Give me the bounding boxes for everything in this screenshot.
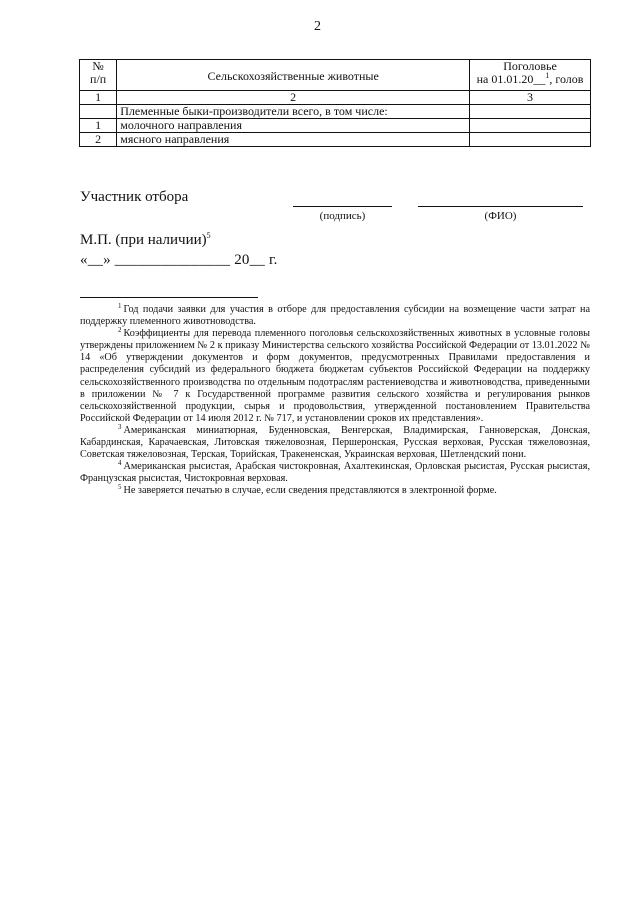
headcount-date-suffix: , голов bbox=[549, 72, 584, 86]
header-number-label: № bbox=[92, 59, 104, 73]
header-headcount-cell bbox=[470, 60, 591, 91]
footnote-marker: 3 bbox=[118, 422, 122, 431]
footnote-separator bbox=[80, 297, 258, 298]
header-animals-cell: Сельскохозяйственные животные bbox=[117, 60, 470, 91]
index-cell: 1 bbox=[80, 91, 117, 105]
stamp-text: М.П. (при наличии) bbox=[80, 232, 207, 248]
row-value-cell[interactable] bbox=[470, 133, 591, 147]
headcount-date-prefix: на 01.01.20 bbox=[476, 72, 534, 86]
footnotes bbox=[80, 301, 590, 498]
footnote-2 bbox=[80, 325, 590, 425]
row-value-cell[interactable] bbox=[470, 119, 591, 133]
index-cell: 3 bbox=[470, 91, 591, 105]
table-header-row bbox=[80, 60, 591, 91]
table-index-row bbox=[80, 91, 591, 105]
headcount-year-blank: __ bbox=[533, 72, 546, 86]
footnote-text: Американская миниатюрная, Буденновская, Венгерская, Владимирская, Ганноверская, Донская, Кабардинская, Карачаевская, Литовская тяжеловозная, Першеронская, Русская верховая, Русская тяжеловозная, Советская тяжеловозная, Терская, Торийская, Тракененская, Украинская верховая, Шетлендский пони. bbox=[80, 424, 590, 461]
name-caption: (ФИО) bbox=[484, 210, 517, 222]
footnote-4 bbox=[80, 458, 590, 485]
row-value-cell[interactable] bbox=[470, 105, 591, 119]
table-row bbox=[80, 119, 591, 133]
header-number-sub-label: п/п bbox=[90, 72, 107, 86]
row-number-cell bbox=[80, 105, 117, 119]
name-line[interactable] bbox=[418, 206, 583, 207]
footnote-marker: 2 bbox=[118, 325, 122, 334]
row-number-cell: 2 bbox=[80, 133, 117, 147]
footnote-text: Американская рысистая, Арабская чистокровная, Ахалтекинская, Орловская рысистая, Русская рысистая, Французская рысистая, Чистокровная верховая. bbox=[80, 461, 590, 485]
footnote-3 bbox=[80, 422, 590, 461]
header-headcount-label: Поголовье bbox=[503, 59, 557, 73]
page-number: 2 bbox=[314, 19, 321, 34]
table-row bbox=[80, 133, 591, 147]
footnote-text: Не заверяется печатью в случае, если сведения представляются в электронной форме. bbox=[123, 485, 497, 497]
footnote-ref-5: 5 bbox=[206, 231, 211, 240]
participant-label: Участник отбора bbox=[80, 189, 189, 205]
footnote-marker: 4 bbox=[118, 458, 122, 467]
footnote-text: Коэффициенты для перевода племенного поголовья сельскохозяйственных животных в условные головы утверждены приложением № 2 к приказу Министерства сельского хозяйства Российской Федерации от 13.01.2022 № 14 «Об утверждении документов и форм документов, предусмотренных Правилами предоставления и распределения субсидий из федерального бюджета бюджетам субъектов Российской Федерации на поддержку сельскохозяйственного производства по отдельным подотраслям растениеводства и животноводства, приведенными в приложении № 7 к Государственной программе развития сельского хозяйства и регулирования рынков сельскохозяйственной продукции, сырья и продовольствия, утвержденной постановлением Правительства Российской Федерации от 14 июля 2012 г. № 717, и установлении сроков их представления». bbox=[80, 328, 590, 424]
footnote-ref-1: 1 bbox=[545, 71, 550, 80]
table-row bbox=[80, 105, 591, 119]
livestock-table bbox=[79, 59, 591, 147]
header-headcount-date bbox=[473, 73, 587, 86]
footnote-marker: 5 bbox=[118, 483, 122, 492]
footnote-marker: 1 bbox=[118, 301, 122, 310]
index-cell: 2 bbox=[117, 91, 470, 105]
header-number-cell bbox=[80, 60, 117, 91]
signature-line[interactable] bbox=[293, 206, 392, 207]
footnote-5 bbox=[80, 485, 590, 497]
row-number-cell: 1 bbox=[80, 119, 117, 133]
signature-caption: (подпись) bbox=[319, 210, 366, 222]
row-name-cell: мясного направления bbox=[117, 133, 470, 147]
row-name-cell: Племенные быки-производители всего, в том числе: bbox=[117, 105, 470, 119]
footnote-1 bbox=[80, 301, 590, 328]
date-line[interactable]: «__» _______________ 20__ г. bbox=[80, 252, 278, 268]
row-name-cell: молочного направления bbox=[117, 119, 470, 133]
footnote-text: Год подачи заявки для участия в отборе для предоставления субсидии на возмещение части затрат на поддержку племенного животноводства. bbox=[80, 304, 590, 328]
stamp-label bbox=[80, 232, 211, 249]
